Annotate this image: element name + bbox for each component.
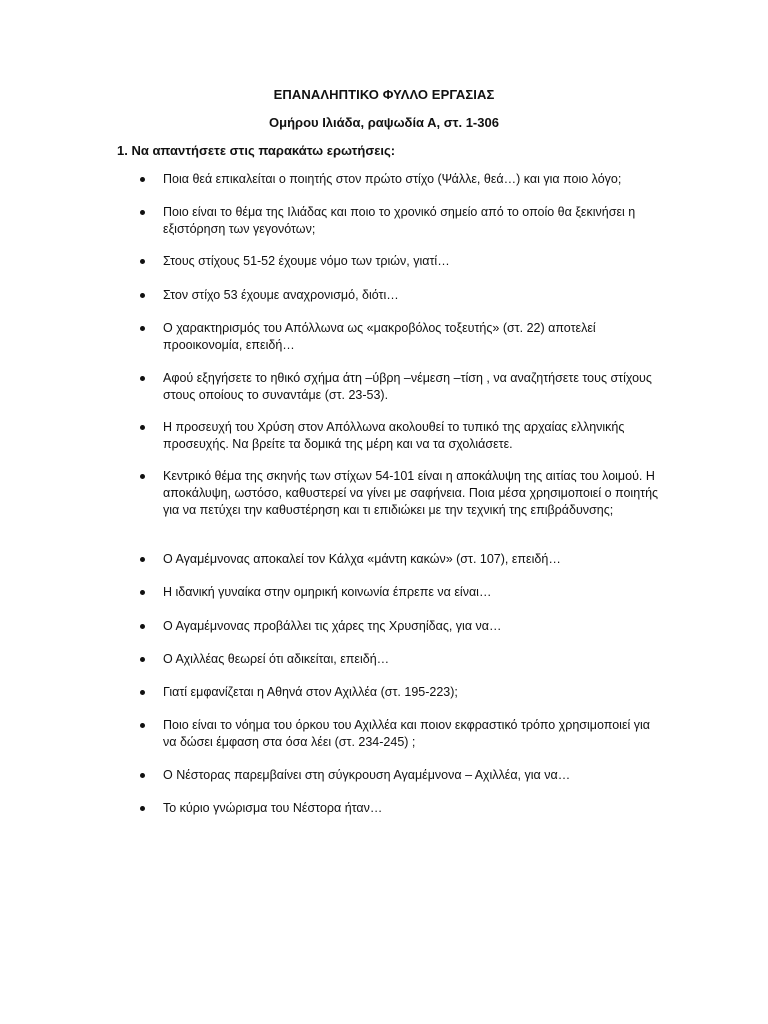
list-item bbox=[140, 204, 660, 238]
bullet-icon bbox=[140, 590, 145, 595]
bullet-icon bbox=[140, 210, 145, 215]
list-item bbox=[140, 551, 660, 568]
list-item bbox=[140, 468, 660, 519]
list-item bbox=[140, 767, 660, 784]
question-text: Ποια θεά επικαλείται ο ποιητής στον πρώτο στίχο (Ψάλλε, θεά…) και για ποιο λόγο; bbox=[163, 172, 622, 186]
bullet-icon bbox=[140, 474, 145, 479]
list-item bbox=[140, 651, 660, 668]
list-item bbox=[140, 253, 660, 270]
question-text: Γιατί εμφανίζεται η Αθηνά στον Αχιλλέα (στ. 195-223); bbox=[163, 685, 458, 699]
question-text: Ο Αγαμέμνονας αποκαλεί τον Κάλχα «μάντη κακών» (στ. 107), επειδή… bbox=[163, 552, 561, 566]
question-text: Αφού εξηγήσετε το ηθικό σχήμα άτη –ύβρη –νέμεση –τίση , να αναζητήσετε τους στίχους στους οποίους το συναντάμε (στ. 23-53). bbox=[163, 371, 652, 402]
bullet-icon bbox=[140, 657, 145, 662]
question-text: Κεντρικό θέμα της σκηνής των στίχων 54-101 είναι η αποκάλυψη της αιτίας του λοιμού. Η αποκάλυψη, ωστόσο, καθυστερεί να γίνει με σαφήνεια. Ποια μέσα χρησιμοποιεί ο ποιητής για να πετύχει την καθυστέρηση και τι επιδιώκει με την τεχνική της επιβράδυνσης; bbox=[163, 469, 659, 517]
bullet-icon bbox=[140, 773, 145, 778]
bullet-icon bbox=[140, 326, 145, 331]
list-item bbox=[140, 287, 660, 304]
bullet-icon bbox=[140, 177, 145, 182]
bullet-icon bbox=[140, 293, 145, 298]
question-text: Ο Νέστορας παρεμβαίνει στη σύγκρουση Αγαμέμνονα – Αχιλλέα, για να… bbox=[163, 768, 571, 782]
question-text: Ποιο είναι το θέμα της Ιλιάδας και ποιο το χρονικό σημείο από το οποίο θα ξεκινήσει η εξιστόρηση των γεγονότων; bbox=[163, 205, 636, 236]
bullet-icon bbox=[140, 690, 145, 695]
question-text: Η ιδανική γυναίκα στην ομηρική κοινωνία έπρεπε να είναι… bbox=[163, 585, 492, 599]
document-title: ΕΠΑΝΑΛΗΠΤΙΚΟ ΦΥΛΛΟ ΕΡΓΑΣΙΑΣ bbox=[273, 87, 495, 102]
question-text: Ο Αγαμέμνονας προβάλλει τις χάρες της Χρυσηίδας, για να… bbox=[163, 619, 502, 633]
list-item bbox=[140, 370, 660, 404]
question-text: Ποιο είναι το νόημα του όρκου του Αχιλλέα και ποιον εκφραστικό τρόπο χρησιμοποιεί για να δώσει έμφαση στα όσα λέει (στ. 234-245) ; bbox=[163, 718, 651, 749]
list-item bbox=[140, 320, 660, 354]
list-item bbox=[140, 717, 660, 751]
question-text: Ο Αχιλλέας θεωρεί ότι αδικείται, επειδή… bbox=[163, 652, 390, 666]
question-text: Το κύριο γνώρισμα του Νέστορα ήταν… bbox=[163, 801, 383, 815]
question-text: Ο χαρακτηρισμός του Απόλλωνα ως «μακροβόλος τοξευτής» (στ. 22) αποτελεί προοικονομία, επειδή… bbox=[163, 321, 596, 352]
bullet-icon bbox=[140, 376, 145, 381]
bullet-icon bbox=[140, 806, 145, 811]
document-subtitle: Ομήρου Ιλιάδα, ραψωδία Α, στ. 1-306 bbox=[269, 115, 499, 130]
list-item bbox=[140, 618, 660, 635]
bullet-icon bbox=[140, 259, 145, 264]
bullet-icon bbox=[140, 723, 145, 728]
list-item bbox=[140, 171, 660, 188]
list-item bbox=[140, 800, 660, 817]
bullet-icon bbox=[140, 425, 145, 430]
question-text: Στον στίχο 53 έχουμε αναχρονισμό, διότι… bbox=[163, 288, 399, 302]
question-text: Η προσευχή του Χρύση στον Απόλλωνα ακολουθεί το τυπικό της αρχαίας ελληνικής προσευχής. Να βρείτε τα δομικά της μέρη και να τα σχολιάσετε. bbox=[163, 420, 625, 451]
list-item bbox=[140, 684, 660, 701]
question-heading: 1. Να απαντήσετε στις παρακάτω ερωτήσεις: bbox=[117, 143, 396, 158]
bullet-icon bbox=[140, 557, 145, 562]
list-item bbox=[140, 419, 660, 453]
list-item bbox=[140, 584, 660, 601]
question-text: Στους στίχους 51-52 έχουμε νόμο των τριών, γιατί… bbox=[163, 254, 450, 268]
bullet-icon bbox=[140, 624, 145, 629]
